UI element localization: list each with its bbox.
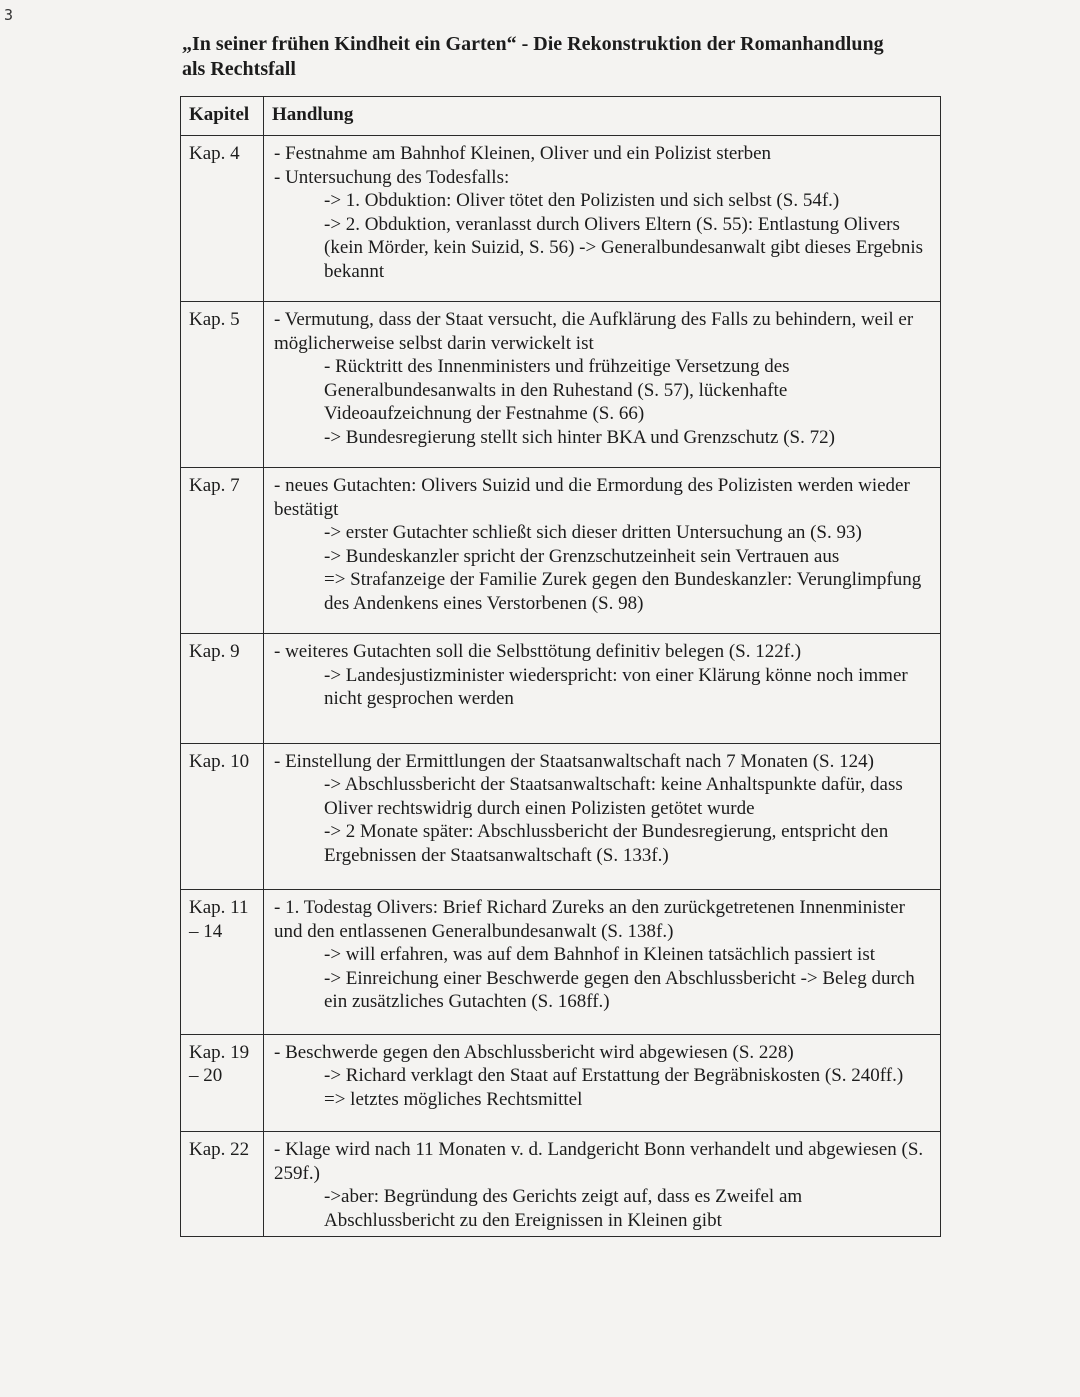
chapter-cell: Kap. 5 (181, 302, 264, 468)
plot-line: -> 1. Obduktion: Oliver tötet den Polizisten und sich selbst (S. 54f.) (324, 190, 840, 211)
chapter-cell: Kap. 22 (181, 1132, 264, 1237)
plot-line: - Vermutung, dass der Staat versucht, die Aufklärung des Falls zu behindern, weil er möglicherweise selbst darin verwickelt ist (274, 309, 914, 354)
header-chapter: Kapitel (181, 97, 264, 136)
chapter-cell: Kap. 4 (181, 136, 264, 302)
title-line-1: „In seiner frühen Kindheit ein Garten“ - Die Rekonstruktion der Romanhandlung (182, 33, 884, 55)
table-row (181, 468, 941, 634)
plot-line: - weiteres Gutachten soll die Selbsttötung definitiv belegen (S. 122f.) (274, 641, 802, 662)
plot-cell (264, 634, 941, 744)
chapter-cell: Kap. 9 (181, 634, 264, 744)
plot-line: -> erster Gutachter schließt sich dieser dritten Untersuchung an (S. 93) (324, 522, 862, 543)
chapter-cell: Kap. 19 – 20 (181, 1034, 264, 1132)
table-row (181, 743, 941, 890)
plot-cell (264, 136, 941, 302)
table-header-row (181, 97, 941, 136)
plot-line: -> Richard verklagt den Staat auf Erstattung der Begräbniskosten (S. 240ff.) (324, 1065, 904, 1086)
chapter-cell: Kap. 11 – 14 (181, 890, 264, 1035)
table-body (181, 136, 941, 1237)
plot-line: -> Landesjustizminister wiederspricht: von einer Klärung könne noch immer nicht gesprochen werden (324, 664, 908, 709)
document-title (182, 32, 962, 82)
table-row (181, 1034, 941, 1132)
plot-line: - 1. Todestag Olivers: Brief Richard Zureks an den zurückgetretenen Innenminister und den entlassenen Generalbundesanwalt (S. 138f.) (274, 897, 905, 942)
plot-line: -> 2 Monate später: Abschlussbericht der Bundesregierung, entspricht den Ergebnissen der Staatsanwaltschaft (S. 133f.) (324, 821, 889, 866)
plot-cell (264, 743, 941, 890)
table-row (181, 890, 941, 1035)
plot-line: - Beschwerde gegen den Abschlussbericht wird abgewiesen (S. 228) (274, 1041, 794, 1063)
plot-line: ->aber: Begründung des Gerichts zeigt auf, dass es Zweifel am Abschlussbericht zu den Ereignissen in Kleinen gibt (324, 1186, 803, 1231)
table-row (181, 136, 941, 302)
plot-cell (264, 1132, 941, 1237)
plot-line: - Rücktritt des Innenministers und frühzeitige Versetzung des Generalbundesanwalts in den Ruhestand (S. 57), lückenhafte Videoaufzeichnung der Festnahme (S. 66) (324, 356, 790, 424)
plot-line: -> 2. Obduktion, veranlasst durch Olivers Eltern (S. 55): Entlastung Olivers (kein Mörder, kein Suizid, S. 56) -> Generalbundesanwalt gibt dieses Ergebnis bekannt (324, 213, 924, 282)
plot-line: -> Bundeskanzler spricht der Grenzschutzeinheit sein Vertrauen aus (324, 545, 840, 567)
title-line-2: als Rechtsfall (182, 58, 296, 80)
plot-line: -> Einreichung einer Beschwerde gegen den Abschlussbericht -> Beleg durch ein zusätzliches Gutachten (S. 168ff.) (324, 967, 915, 1012)
plot-cell (264, 890, 941, 1035)
chapter-cell: Kap. 7 (181, 468, 264, 634)
plot-table (180, 96, 941, 1237)
plot-line: -> Bundesregierung stellt sich hinter BKA und Grenzschutz (S. 72) (324, 426, 835, 448)
plot-cell (264, 468, 941, 634)
plot-line: => Strafanzeige der Familie Zurek gegen den Bundeskanzler: Verunglimpfung des Andenkens eines Verstorbenen (S. 98) (324, 569, 922, 614)
table-row (181, 302, 941, 468)
plot-line: -> Abschlussbericht der Staatsanwaltschaft: keine Anhaltspunkte dafür, dass Oliver rechtswidrig durch einen Polizisten getötet wurde (324, 774, 903, 819)
plot-line: - Festnahme am Bahnhof Kleinen, Oliver und ein Polizist sterben (274, 143, 772, 164)
plot-line: => letztes mögliches Rechtsmittel (324, 1088, 583, 1110)
plot-line: -> will erfahren, was auf dem Bahnhof in Kleinen tatsächlich passiert ist (324, 944, 875, 965)
page-number: 3 (4, 6, 14, 24)
table-row (181, 634, 941, 744)
plot-line: - Untersuchung des Todesfalls: (274, 166, 510, 188)
plot-line: - Klage wird nach 11 Monaten v. d. Landgericht Bonn verhandelt und abgewiesen (S. 259f.) (274, 1139, 924, 1184)
header-plot: Handlung (264, 97, 941, 136)
plot-cell (264, 302, 941, 468)
plot-line: - neues Gutachten: Olivers Suizid und die Ermordung des Polizisten werden wieder bestätigt (274, 475, 910, 520)
chapter-cell: Kap. 10 (181, 743, 264, 890)
plot-line: - Einstellung der Ermittlungen der Staatsanwaltschaft nach 7 Monaten (S. 124) (274, 750, 874, 772)
table-row (181, 1132, 941, 1237)
plot-cell (264, 1034, 941, 1132)
